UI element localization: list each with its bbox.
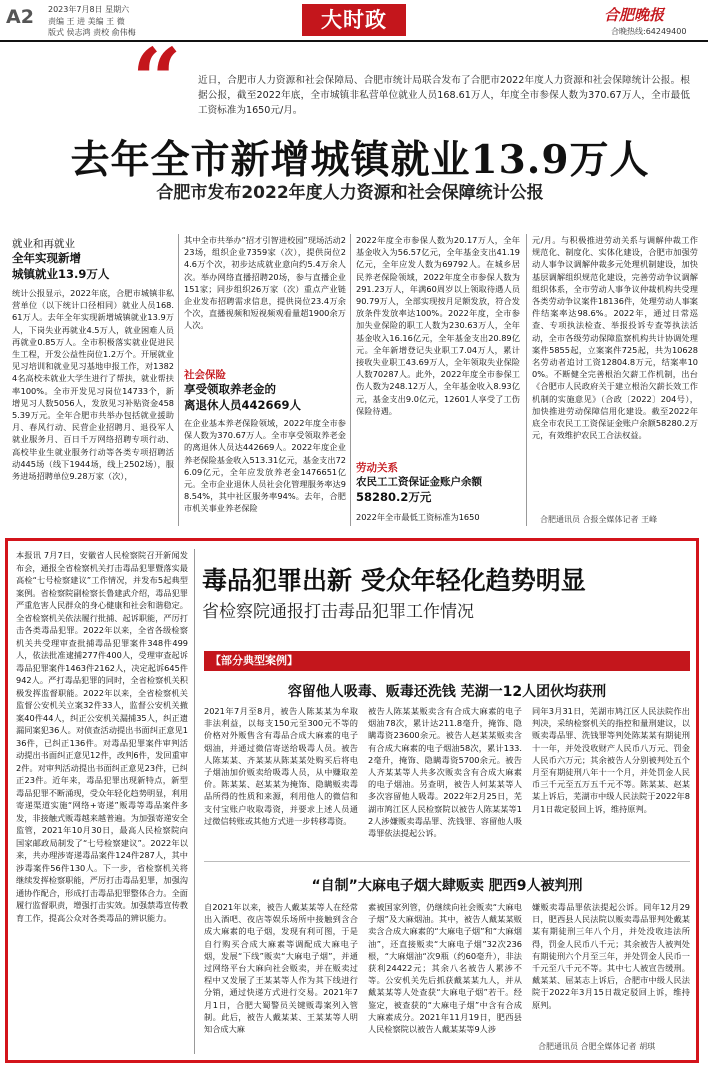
cases-tag: 【部分典型案例】	[204, 651, 690, 671]
col1-title-line1: 全年实现新增	[12, 251, 81, 265]
layout-credits: 版式 侯志鸿 责校 俞伟梅	[48, 28, 136, 37]
bottom-subheadline: 省检察院通报打击毒品犯罪工作情况	[202, 602, 474, 622]
col1-body: 统计公报显示，2022年底，合肥市城镇非私营单位（以下统计口径相同）就业人员168.61万人。去年全年实现新增城镇就业13.9万人，下岗失业再就业4.5万人，就业困难人员再就业0.85万人。全市积极落实就业促进民生工程，开发公益性岗位1.2万个。开展就业见习培训和就业见习基地申报工作，对13824名高校未就业大学生进行了帮扶，就业帮扶率100%。全市开发见习岗位14733个，新增见习人数5056人，发放见习补贴资金4585.39万元。全年合肥市共举办包括就业援助月、春风行动、民营企业招聘月、退役军人就业服务月、百日千万网络招聘专项行动、高校毕业生就业服务行动等各类专项招聘活动445场（线下1944场，线上2502场），服务进场招聘单位9.28万家（次），	[12, 288, 174, 482]
col3-title-line1: 农民工工资保证金账户余额	[356, 476, 482, 488]
column-divider	[526, 234, 527, 526]
page-number: A2	[6, 6, 34, 28]
col4-body: 元/月。与积极推进劳动关系与调解仲裁工作规范化、制度化、实体化建设，合肥市加强劳动人事争议调解仲裁多元处理机制建设，加快基层调解组织规范化建设，完善劳动争议调解组织体系，全市劳动人事争议仲裁机构共受理各类劳动争议案件18136件，处理劳动人事案件结案率达98.6%。2022年，通过日常巡查、专项执法检查、举报投诉专查等执法活动，全市各级劳动保障监察机构共计协调处理案件5855起，立案案件725起，共为10628名劳动者追讨工资12804.8万元，结案率100%。不断健全完善根治欠薪工作机制，出台《合肥市人民政府关于建立根治欠薪长效工作机制的实施意见》（合政〔2022〕204号），加快推进劳动保障信用化建设。截至2022年底全市农民工工资保证金账户余额58280.2万元，有效维护农民工合法权益。	[532, 235, 698, 441]
date-line: 2023年7月8日 星期六	[48, 5, 130, 14]
hotline: 合晚热线:64249400	[611, 27, 687, 36]
section-label: 大时政	[302, 4, 406, 36]
headline: 去年全市新增城镇就业13.9万人	[70, 137, 650, 183]
kicker-social-insurance: 社会保险	[184, 369, 226, 381]
col2-title-line1: 享受领取养老金的	[184, 382, 276, 396]
quote-mark-icon: “	[132, 30, 182, 131]
case1-col2: 被告人陈某某贩卖含有合成大麻素的电子烟油78次，累计达211.8毫升，掩饰、隐瞒毒资23600余元。被告人赵某某贩卖含有合成大麻素的电子烟油58次，累计133.2毫升，掩饰、隐瞒毒资5700余元。被告人齐某某等人共多次贩卖含有合成大麻素的电子烟油。另查明，被告人何某某等人多次容留他人吸毒。2022年2月25日，芜湖市鸠江区人民检察院以被告人陈某某等12人涉嫌贩卖毒品罪、洗钱罪、容留他人吸毒罪依法提起公诉。	[368, 706, 522, 839]
kicker-employment-red	[12, 236, 122, 237]
bottom-story	[5, 538, 699, 1063]
masthead-rule	[0, 40, 708, 42]
case1-col3: 同年3月31日，芜湖市鸠江区人民法院作出判决，采纳检察机关的指控和量刑建议，以贩卖毒品罪、洗钱罪等判处陈某某有期徒刑十一年，并处没收财产人民币八万元、罚金人民币六万元；其余被告人分别被判处五个月至有期徒刑八年十一个月，并处罚金人民币三千元至五万五千元不等。陈某某、赵某某上诉后，芜湖市中级人民法院于2022年8月1日裁定驳回上诉，维持原判。	[532, 706, 690, 814]
col2-body-b: 在企业基本养老保险领域，2022年度全市参保人数为370.67万人。全市享受领取养老金的离退休人员达442669人。2022年度企业养老保险基金收入513.31亿元，基金支出726.09亿元，全年应发放养老金1476651亿元。全市企业退休人员社会化管理服务率达98.54%，其中社区服务率94%。去年，合肥市机关事业养老保险	[184, 418, 346, 514]
bottom-headline: 毒品犯罪出新 受众年轻化趋势明显	[202, 566, 586, 595]
col2-body-a: 其中全市共举办“招才引智进校园”现场活动223场，组织企业7359家（次），提供岗位24.6万个次，初步达成就业意向约5.4万余人次。举办网络直播招聘20场，参与直播企业151家；同步组织26万家（次）重点产业链企业发布招聘需求信息，提供岗位23.4万余个次，直播视频和短视频观看量超1900余万人次。	[184, 235, 346, 331]
case-separator	[204, 861, 690, 862]
column-divider	[178, 234, 179, 526]
masthead	[0, 0, 708, 44]
case2-col1: 自2021年以来，被告人戴某某等人在经常出入酒吧、夜店等娱乐场所中接触到含合成大麻素的电子烟，发现有利可图，于是自行购买合成大麻素等调配成大麻电子烟，发展“下线”贩卖“大麻电子烟”，并通过网络平台大麻向社会贩卖，并在贩卖过程中又发展了王某某等人作为其下线进行分销，通过快递方式进行交易。2021年7月1日，合肥大蜀警员关键贩毒案列入管制。此后，被告人戴某某、王某某等人明知合成大麻	[204, 902, 358, 1035]
case2-col2: 素被国家列管，仍继续向社会贩卖“大麻电子烟”及大麻烟油。其中，被告人戴某某贩卖含合成大麻素的“大麻电子烟”和“大麻烟油”，还直接贩卖“大麻电子烟”32次236根，“大麻烟油“次9瓶（约60毫升），非法获利24422元；其余八名被告人累涉不等。公安机关先后抓获戴某某九人，并从戴某某等人处查获“大麻电子烟”若干。经鉴定，被查获的“大麻电子烟”中含有合成大麻素成分。2021年11月19日，肥西县人民检察院以被告人戴某某等9人涉	[368, 902, 522, 1035]
col3-title-line2: 58280.2万元	[356, 490, 432, 504]
column-divider	[194, 549, 195, 1054]
subheadline: 合肥市发布2022年度人力资源和社会保障统计公报	[156, 183, 544, 203]
col3-body-b: 2022年全市最低工资标准为1650	[356, 512, 480, 522]
story-intro: 近日，合肥市人力资源和社会保障局、合肥市统计局联合发布了合肥市2022年度人力资源和社会保障统计公报。根据公报，截至2022年底，全市城镇非私营单位就业人员168.61万人，年度全市参保人数为370.67万人，全市最低工资标准为1650元/月。	[198, 75, 690, 116]
case1-title: 容留他人吸毒、贩毒还洗钱 芜湖一12人团伙均获刑	[287, 684, 607, 700]
bottom-byline: 合肥通讯员 合肥全媒体记者 胡琪	[538, 1042, 656, 1051]
col3-body-a: 2022年度全市参保人数为20.17万人，全年基金收入为56.57亿元，全年基金支出41.19亿元，全年应发人数为69792人。在城乡居民养老保险领域，2022年度全市参保人数为291.23万人，年满60周岁以上领取待遇人员90.79万人，全部实现按月足额发放，符合发放条件发放率达100%。2022年度，全市参加失业保险的职工人数为230.63万人，全年基金收入16.16亿元，全年基金支出20.89亿元。全年新增登记失业职工7.04万人，累计接收失业职工43.69万人，全年领取失业保险人数70287人。此外，2022年度全市参保工伤人数为248.12万人，全年基金收入8.93亿元，基金支出9.0亿元，12601人享受了工伤保险待遇。	[356, 235, 520, 416]
col2-title-line2: 离退休人员442669人	[184, 398, 302, 412]
col1-title-line2: 城镇就业13.9万人	[12, 267, 110, 281]
kicker-employment: 就业和再就业	[12, 238, 75, 250]
paper-logo: 合肥晚报	[604, 6, 665, 24]
bottom-left-column: 本报讯 7月7日，安徽省人民检察院召开新闻发布会，通报全省检察机关打击毒品犯罪暨落实最高检“七号检察建议”工作情况，并发布5起典型案例。省检察院副检察长鲁建武介绍，毒品犯罪严重危害人民群众的身心健康和社会和谐稳定。全省检察机关依法履行批捕、起诉职能，严厉打击各类毒品犯罪。2022年以来，全省各级检察机关共受理审查批捕毒品犯罪案件348件499人，依法批准逮捕277件400人，受理审查起诉毒品犯罪案件1463件2162人，决定起诉645件942人。严打毒品犯罪的同时，全省检察机关积极发挥监督职能。2022年以来，全省检察机关监督公安机关立案32件33人，监督公安机关撤案40件44人，纠正公安机关漏捕35人，纠正遗漏同案犯36人。对侦查活动提出书面纠正意见136件，已纠正136件。对毒品犯罪案件审判活动提出书面纠正意见12件，改判6件，发回重审2件。对审判活动提出书面纠正意见23件，已纠正23件。近年来，毒品犯罪出现新特点，新型毒品犯罪不断涌现，受众年轻化趋势明显，利用寄递渠道实施“网络+寄递”贩毒等毒品案件多发，非接触式贩毒越来越普遍。为加强寄递安全监管，2021年10月30日，最高人民检察院向国家邮政局制发了“七号检察建议”。2022年以来，共办理涉寄递毒品案件124件287人，其中涉毒案件56件130人。下一步，省检察机关将继续发挥检察职能，严厉打击毒品犯罪，加强沟通协作配合，形成打击毒品犯罪整体合力。全面履行监督职责，增强打击实效。加强禁毒宣传教育工作，提高公众对各类毒品的辨识能力。	[16, 550, 188, 923]
case1-col1: 2021年7月至8月，被告人陈某某为牟取非法利益，以每支150元至300元不等的价格对外贩售含有毒品合成大麻素的电子烟油，并通过微信寄送给吸毒人员。被告人陈某某、齐某某从陈某某处购买后将电子烟油加价贩卖给吸毒人员，从中赚取差价。陈某某、赵某某为掩饰、隐瞒贩卖毒品所得的性质和来源，利用他人的微信和支付宝账户收取毒资，并要求上述人员通过微信转账或其他方式进一步转移毒资。	[204, 706, 358, 826]
column-divider	[350, 234, 351, 526]
kicker-labor-relations: 劳动关系	[356, 462, 398, 474]
case2-col3: 嫌贩卖毒品罪依法提起公诉。同年12月29日，肥西县人民法院以贩卖毒品罪判处戴某某有期徒刑三年八个月，并处没收违法所得，罚金人民币八千元；其余被告人被判处有期徒刑六个月至三年，并处罚金人民币一千元至八千元不等。其中七人被宣告缓刑。戴某某、屈某志上诉后，合肥市中级人民法院于2022年3月15日裁定驳回上诉，维持原判。	[532, 902, 690, 1010]
top-story-byline: 合肥通讯员 合报全媒体记者 王峰	[540, 515, 658, 524]
case2-title: “自制”大麻电子烟大肆贩卖 肥西9人被判刑	[311, 878, 583, 894]
editor-credits: 责编 王 进 美编 王 微	[48, 17, 125, 26]
